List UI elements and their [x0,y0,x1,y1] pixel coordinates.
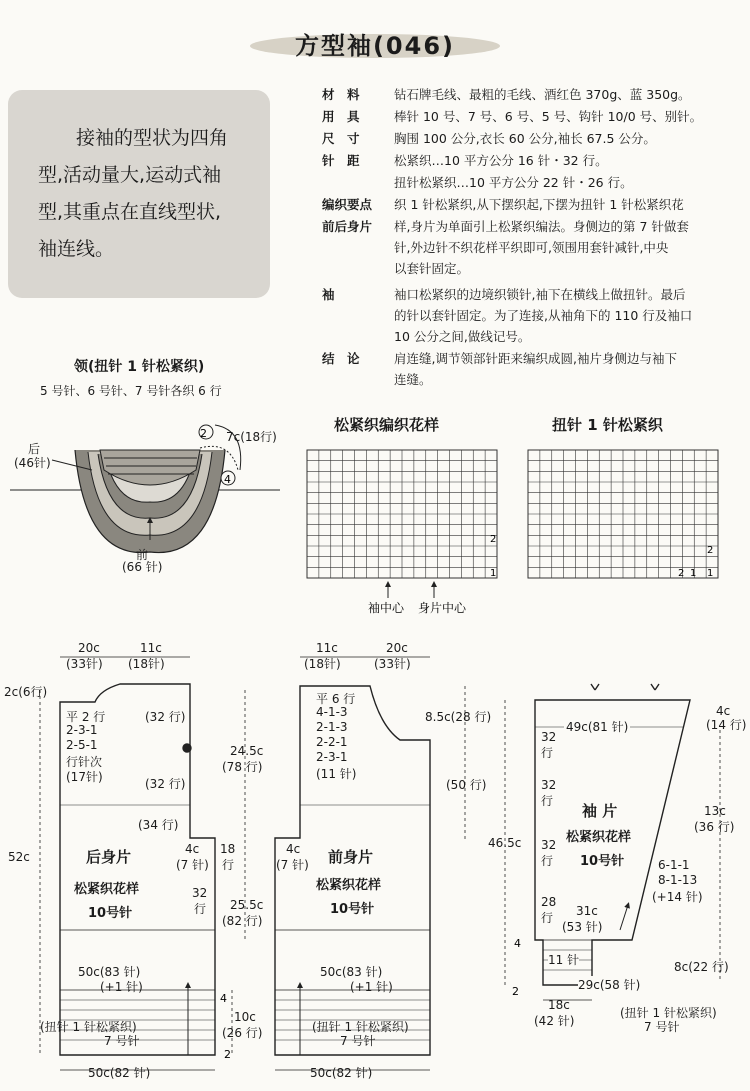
back-rib-rows: (26 行) [222,1026,263,1040]
pattern2-title: 扭针 1 针松紧织 [552,416,663,434]
sleeve-top-cm: 4c [716,704,731,718]
back-width-2-st: (18针) [128,657,165,671]
sleeve-mark-2: 2 [512,985,519,998]
intro-line: 型,活动量大,运动式袖 [38,164,222,186]
back-armhole-st: (7 针) [176,858,209,872]
front-dec-4: 2-3-1 [316,750,348,764]
front-rows-50: (50 行) [446,778,487,792]
back-rib-height: 10c [234,1010,256,1024]
sleeve-inc-0: 6-1-1 [658,858,690,872]
intro-line: 接袖的型状为四角 [76,127,229,149]
back-rib-needle: 7 号针 [104,1034,140,1048]
back-mark-4: 4 [220,992,227,1005]
back-height-255: 25.5c [230,898,264,912]
front-dec-5: (11 针) [316,767,357,781]
back-top-rows: 2c(6行) [4,685,48,699]
front-rib: (扭针 1 针松紧织) [312,1020,409,1034]
back-rows-18: 18 [220,842,236,856]
sleeve-pattern: 松紧织花样 [566,830,632,845]
front-dec-2: 2-1-3 [316,720,348,734]
sleeve-height-8: 8c(22 行) [674,960,729,974]
back-rows-32a: (32 行) [145,710,186,724]
back-height-245: 24.5c [230,744,264,758]
pattern-grid-1 [307,450,497,578]
back-width-2: 11c [140,641,162,655]
grid1-row-2: 2 [490,534,497,545]
front-bottom: 50c(82 针) [310,1066,373,1080]
sleeve-rows-28-unit: 行 [541,911,554,925]
sleeve-cuff-st: (42 针) [534,1014,575,1028]
pattern-grid-2 [528,450,718,578]
front-width-1: 11c [316,641,338,655]
sleeve-inc-1: 8-1-13 [658,873,698,887]
sleeve-cuff-width: 18c [548,998,570,1012]
sleeve-width-31-st: (53 针) [562,920,603,934]
grid2-row-2: 2 [707,545,714,556]
grid1-row-1: 1 [490,568,497,579]
front-rib-needle: 7 号针 [340,1034,376,1048]
collar-front-stitches: (66 针) [122,560,163,574]
sleeve-name: 袖 片 [582,802,618,820]
intro-line: 型,其重点在直线型状, [38,201,222,223]
front-inc-2: (+1 针) [350,980,393,994]
back-rows-18-unit: 行 [222,858,235,872]
collar-mark-2: 2 [200,427,207,440]
front-armhole-st: (7 针) [276,858,309,872]
sleeve-needle: 10号针 [580,854,625,869]
label-body-center: 身片中心 [418,601,467,615]
front-armhole: 4c [286,842,301,856]
grid2-col-2: 2 [678,568,685,579]
front-height-85: 8.5c(28 行) [425,710,492,724]
back-rows-32b: (32 行) [145,777,186,791]
pattern1-title: 松紧织编织花样 [334,416,440,434]
back-inc: 50c(83 针) [78,965,141,979]
back-dec-4: (17针) [66,770,103,784]
front-inc: 50c(83 针) [320,965,383,979]
back-height-52: 52c [8,850,30,864]
sleeve-height-13-rows: (36 行) [694,820,735,834]
sleeve-height-465: 46.5c [488,836,522,850]
collar-mark-4: 4 [224,473,231,486]
collar-back-label: 后 [28,442,41,456]
sleeve-mark-4: 4 [514,937,521,950]
sleeve-rows-32a-unit: 行 [541,746,554,760]
front-panel-needle: 10号针 [330,902,375,917]
sleeve-inc-2: (+14 针) [652,890,703,904]
sleeve-top-rows: (14 行) [706,718,747,732]
front-dec-1: 4-1-3 [316,705,348,719]
back-height-255-rows: (82 行) [222,914,263,928]
front-panel-name: 前身片 [328,848,374,866]
back-inc-2: (+1 针) [100,980,143,994]
back-rows-32-unit: 行 [194,902,207,916]
front-panel-pattern: 松紧织花样 [316,878,382,893]
sleeve-top-width: 49c(81 针) [566,720,629,734]
sleeve-rib: (扭针 1 针松紧织) [620,1006,717,1020]
back-width-1: 20c [78,641,100,655]
back-dec-0: 平 2 行 [66,710,106,724]
label-sleeve-center: 袖中心 [368,601,405,615]
back-panel-pattern: 松紧织花样 [74,882,140,897]
intro-line: 袖连线。 [38,238,115,260]
sleeve-rows-32c: 32 [541,838,557,852]
back-rib: (扭针 1 针松紧织) [40,1020,137,1034]
front-width-2-st: (33针) [374,657,411,671]
back-rows-34: (34 行) [138,818,179,832]
collar-front-label: 前 [136,548,149,562]
sleeve-rows-32c-unit: 行 [541,854,554,868]
grid2-col-1: 1 [690,568,697,579]
sleeve-width-29: 29c(58 针) [578,978,641,992]
back-bottom: 50c(82 针) [88,1066,151,1080]
sleeve-rows-32a: 32 [541,730,557,744]
back-mark-2: 2 [224,1048,231,1061]
sleeve-rows-28: 28 [541,895,557,909]
sleeve-rows-32b-unit: 行 [541,794,554,808]
back-panel-needle: 10号针 [88,906,133,921]
collar-rows: 7c(18行) [226,430,277,444]
sleeve-height-13: 13c [704,804,726,818]
front-dec-3: 2-2-1 [316,735,348,749]
collar-title: 领(扭针 1 针松紧织) [74,359,205,375]
collar-subtitle: 5 号针、6 号针、7 号针各织 6 行 [40,384,222,398]
back-panel-name: 后身片 [86,848,132,866]
back-armhole: 4c [185,842,200,856]
front-width-1-st: (18针) [304,657,341,671]
sleeve-rows-32b: 32 [541,778,557,792]
back-dec-3: 行针次 [66,755,103,769]
front-dec-0: 平 6 行 [316,692,356,706]
back-rows-32: 32 [192,886,208,900]
back-width-1-st: (33针) [66,657,103,671]
page-title: 方型袖(046) [294,32,456,60]
front-width-2: 20c [386,641,408,655]
back-dec-1: 2-3-1 [66,723,98,737]
sleeve-cuff-stitch: 11 针 [548,953,580,967]
sleeve-rib-needle: 7 号针 [644,1020,680,1034]
grid2-row-1: 1 [707,568,714,579]
back-height-245-rows: (78 行) [222,760,263,774]
back-dec-2: 2-5-1 [66,738,98,752]
sleeve-width-31: 31c [576,904,598,918]
collar-back-stitches: (46针) [14,456,51,470]
